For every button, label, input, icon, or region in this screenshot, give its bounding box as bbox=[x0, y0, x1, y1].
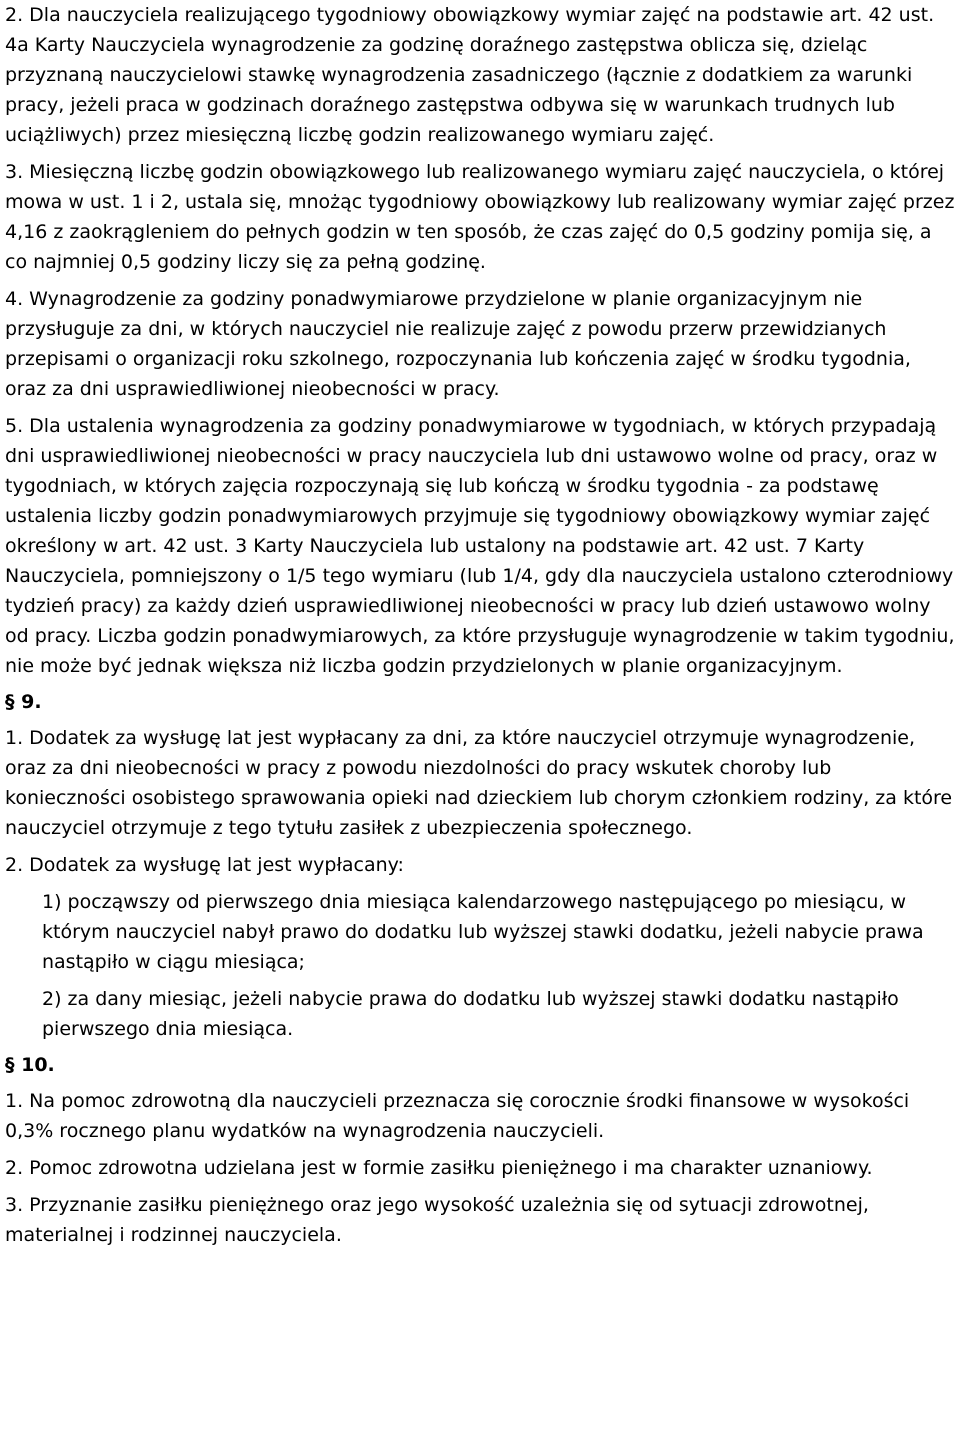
section-10-heading: § 10. bbox=[5, 1054, 55, 1076]
paragraph-8-5: 5. Dla ustalenia wynagrodzenia za godziny ponadwymiarowe w tygodniach, w których przypadają dni usprawiedliwionej nieobecności w pracy nauczyciela lub dni ustawowo wolne od pracy, oraz w tygodniach, w których zajęcia rozpoczynają się lub kończą w środku tygodnia - za podstawę ustalenia liczby godzin ponadwymiarowych przyjmuje się tygodniowy obowiązkowy wymiar zajęć określony w art. 42 ust. 3 Karty Nauczyciela lub ustalony na podstawie art. 42 ust. 7 Karty Nauczyciela, pomniejszony o 1/5 tego wymiaru (lub 1/4, gdy dla nauczyciela ustalono czterodniowy tydzień pracy) za każdy dzień usprawiedliwionej nieobecności w pracy lub dzień ustawowo wolny od pracy. Liczba godzin ponadwymiarowych, za które przysługuje wynagrodzenie w takim tygodniu, nie może być jednak większa niż liczba godzin przydzielonych w planie organizacyjnym. bbox=[5, 415, 955, 677]
paragraph-9-2: 2. Dodatek za wysługę lat jest wypłacany: bbox=[5, 854, 404, 876]
paragraph-10-2: 2. Pomoc zdrowotna udzielana jest w formie zasiłku pieniężnego i ma charakter uznaniowy. bbox=[5, 1157, 873, 1179]
paragraph-10-1: 1. Na pomoc zdrowotną dla nauczycieli przeznacza się corocznie środki finansowe w wysokości 0,3% rocznego planu wydatków na wynagrodzenia nauczycieli. bbox=[5, 1090, 910, 1142]
paragraph-9-1: 1. Dodatek za wysługę lat jest wypłacany za dni, za które nauczyciel otrzymuje wynagrodzenie, oraz za dni nieobecności w pracy z powodu niezdolności do pracy wskutek choroby lub konieczności osobistego sprawowania opieki nad dzieckiem lub chorym członkiem rodziny, za które nauczyciel otrzymuje z tego tytułu zasiłek z ubezpieczenia społecznego. bbox=[5, 727, 953, 839]
section-9-heading: § 9. bbox=[5, 691, 42, 713]
paragraph-8-3: 3. Miesięczną liczbę godzin obowiązkowego lub realizowanego wymiaru zajęć nauczyciela, o której mowa w ust. 1 i 2, ustala się, mnożąc tygodniowy obowiązkowy lub realizowany wymiar zajęć przez 4,16 z zaokrągleniem do pełnych godzin w ten sposób, że czas zajęć do 0,5 godziny pomija się, a co najmniej 0,5 godziny liczy się za pełną godzinę. bbox=[5, 161, 955, 273]
paragraph-8-2: 2. Dla nauczyciela realizującego tygodniowy obowiązkowy wymiar zajęć na podstawie art. 42 ust. 4a Karty Nauczyciela wynagrodzenie za godzinę doraźnego zastępstwa oblicza się, dzieląc przyznaną nauczycielowi stawkę wynagrodzenia zasadniczego (łącznie z dodatkiem za warunki pracy, jeżeli praca w godzinach doraźnego zastępstwa odbywa się w warunkach trudnych lub uciążliwych) przez miesięczną liczbę godzin realizowanego wymiaru zajęć. bbox=[5, 4, 935, 146]
list-item-9-2-1: 1) począwszy od pierwszego dnia miesiąca kalendarzowego następującego po miesiącu, w którym nauczyciel nabył prawo do dodatku lub wyższej stawki dodatku, jeżeli nabycie prawa nastąpiło w ciągu miesiąca; bbox=[42, 891, 924, 973]
paragraph-10-3: 3. Przyznanie zasiłku pieniężnego oraz jego wysokość uzależnia się od sytuacji zdrowotnej, materialnej i rodzinnej nauczyciela. bbox=[5, 1194, 869, 1246]
paragraph-8-4: 4. Wynagrodzenie za godziny ponadwymiarowe przydzielone w planie organizacyjnym nie przysługuje za dni, w których nauczyciel nie realizuje zajęć z powodu przerw przewidzianych przepisami o organizacji roku szkolnego, rozpoczynania lub kończenia zajęć w środku tygodnia, oraz za dni usprawiedliwionej nieobecności w pracy. bbox=[5, 288, 911, 400]
list-item-9-2-2: 2) za dany miesiąc, jeżeli nabycie prawa do dodatku lub wyższej stawki dodatku nastąpiło pierwszego dnia miesiąca. bbox=[42, 988, 899, 1040]
